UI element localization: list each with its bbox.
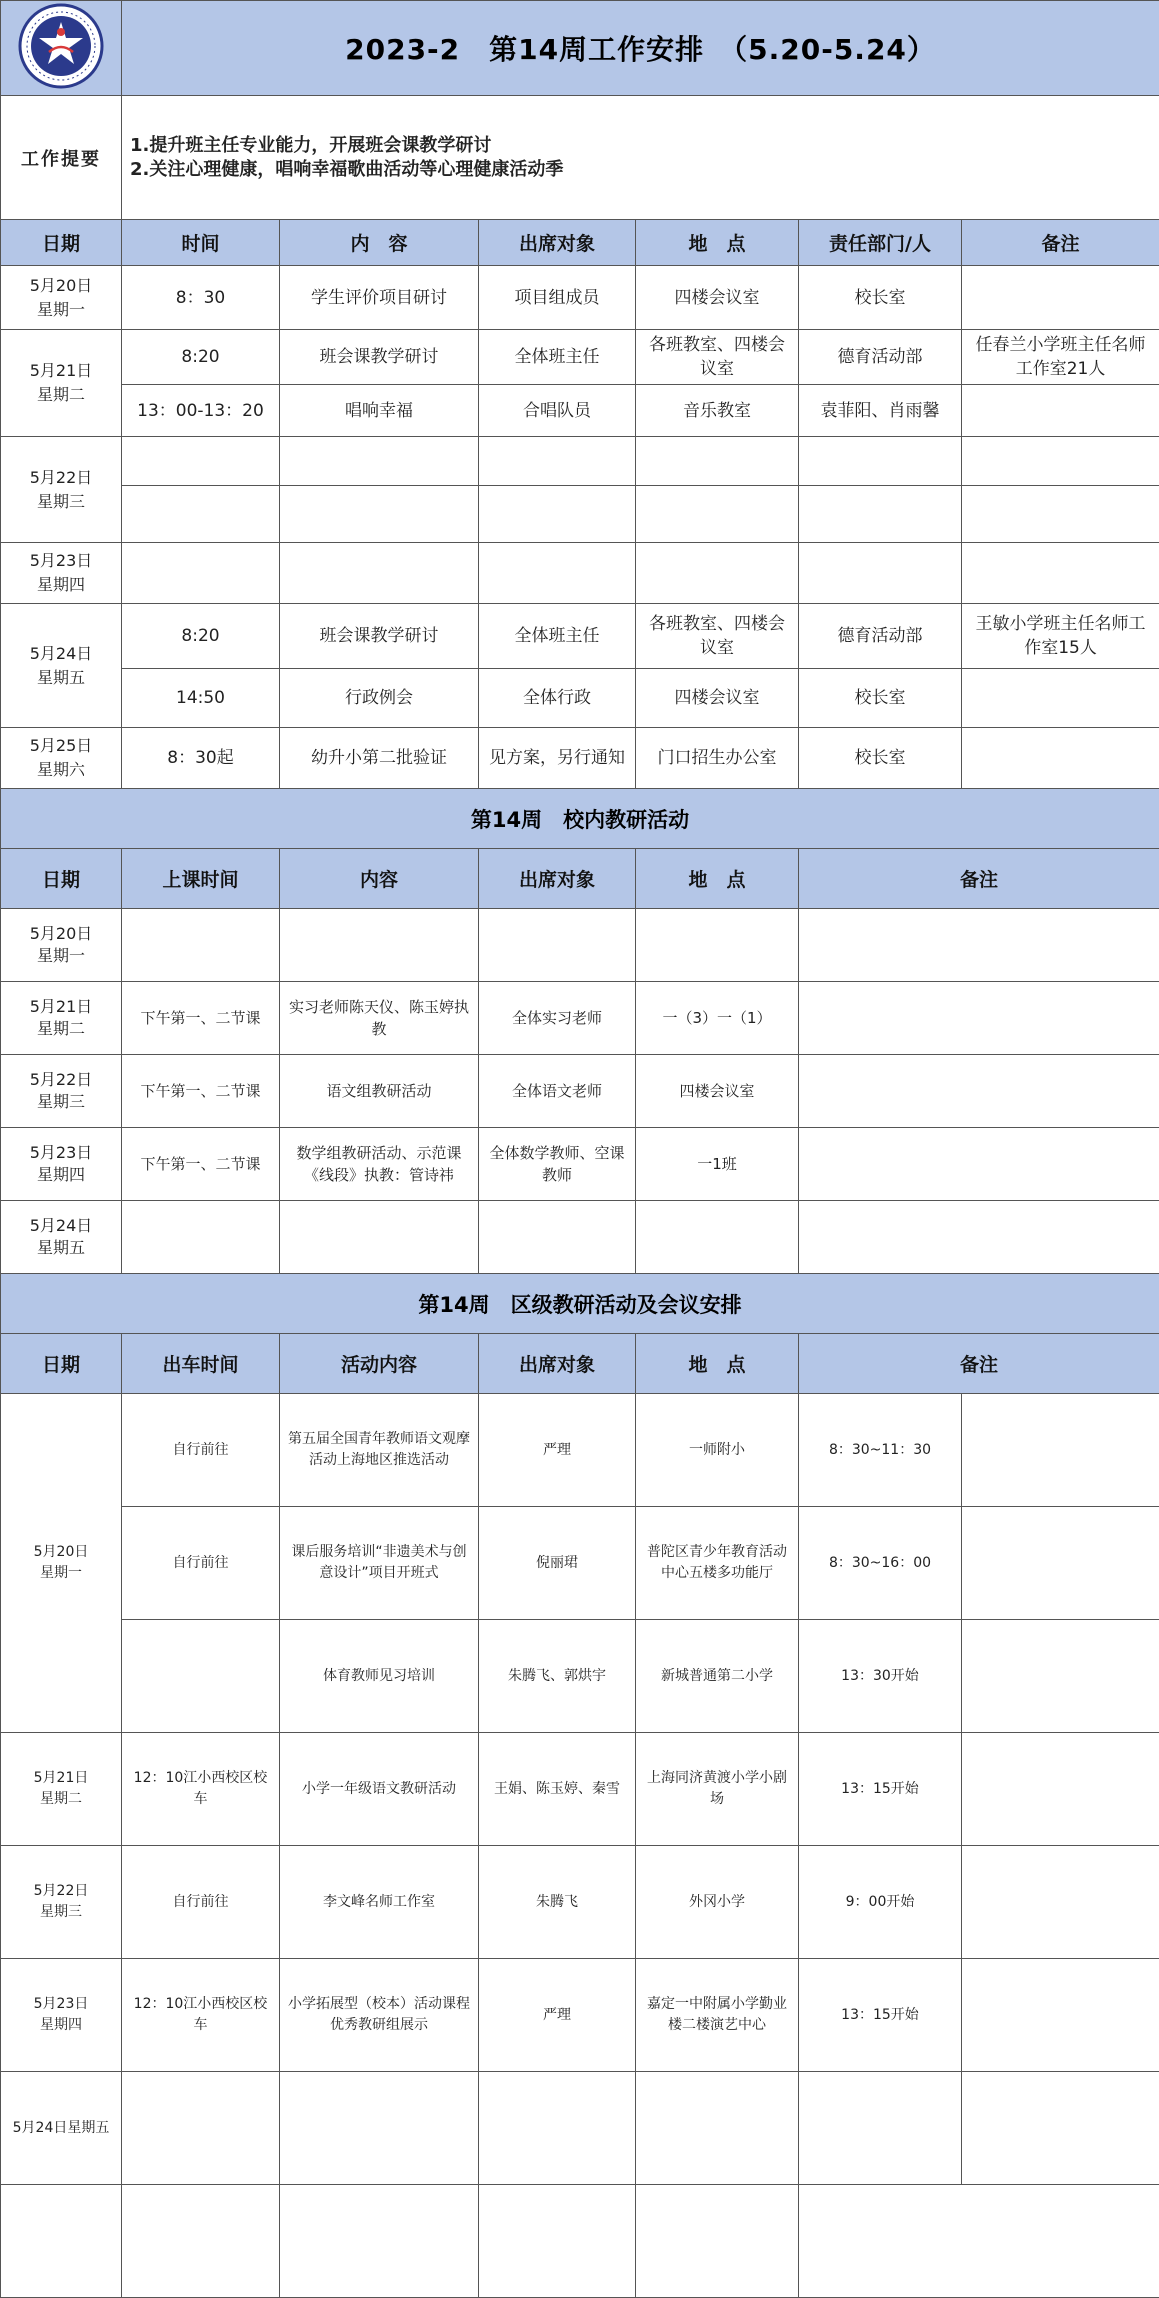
note-cell [962, 385, 1159, 437]
note-cell [799, 982, 1159, 1055]
owner-cell: 校长室 [799, 669, 962, 728]
content-cell: 小学拓展型（校本）活动课程优秀教研组展示 [280, 1959, 479, 2072]
date-text: 5月24日 [29, 1216, 93, 1235]
date-cell [1, 1055, 122, 1128]
location-cell: 四楼会议室 [636, 266, 799, 330]
note-cell [962, 486, 1159, 543]
attendee-cell: 全体班主任 [479, 604, 636, 669]
table-row [1, 669, 1159, 728]
note-cell: 任春兰小学班主任名师工作室21人 [962, 330, 1159, 385]
time-cell: 13：30开始 [799, 1620, 962, 1733]
note-cell [799, 2185, 1159, 2298]
weekday-text: 星期五 [36, 1238, 85, 1257]
date-cell [1, 728, 122, 789]
table-row [1, 1394, 1159, 1507]
date-text: 5月23日 [29, 1143, 93, 1162]
time-cell [122, 1201, 280, 1274]
date-cell [1, 1733, 122, 1846]
table-row [1, 330, 1159, 385]
attendee-cell: 朱腾飞、郭烘宇 [479, 1620, 636, 1733]
attendee-cell [479, 1201, 636, 1274]
date-cell [1, 1959, 122, 2072]
content-cell [280, 486, 479, 543]
weekday-text: 星期五 [36, 667, 85, 687]
location-cell: 门口招生办公室 [636, 728, 799, 789]
column-header: 出席对象 [479, 1334, 636, 1394]
time-cell: 14:50 [122, 669, 280, 728]
table-row [1, 266, 1159, 330]
date-cell [1, 1846, 122, 1959]
school-logo-icon [17, 2, 105, 90]
content-cell [280, 437, 479, 486]
content-cell: 第五届全国青年教师语文观摩活动上海地区推选活动 [280, 1394, 479, 1507]
date-cell [1, 604, 122, 728]
location-cell [636, 543, 799, 604]
note-cell: 王敏小学班主任名师工作室15人 [962, 604, 1159, 669]
logo-cell [1, 1, 122, 96]
attendee-cell: 朱腾飞 [479, 1846, 636, 1959]
table-row [1, 1507, 1159, 1620]
table-row [1, 982, 1159, 1055]
note-cell [962, 1507, 1159, 1620]
school-research-table [0, 788, 1159, 1274]
weekday-text: 星期三 [40, 1904, 82, 1920]
time-cell [122, 486, 280, 543]
date-cell [1, 1394, 122, 1733]
date-cell: 5月24日星期五 [1, 2072, 122, 2185]
attendee-cell: 严理 [479, 1959, 636, 2072]
table-row [1, 385, 1159, 437]
content-cell: 学生评价项目研讨 [280, 266, 479, 330]
table-row [1, 437, 1159, 486]
content-cell: 语文组教研活动 [280, 1055, 479, 1128]
location-cell: 各班教室、四楼会议室 [636, 330, 799, 385]
location-cell [636, 437, 799, 486]
date-text: 5月23日 [29, 551, 93, 570]
attendee-cell [479, 543, 636, 604]
date-cell [1, 266, 122, 330]
date-text: 5月21日 [29, 361, 93, 380]
date-cell [1, 2185, 122, 2298]
date-cell [1, 543, 122, 604]
table-row [1, 1128, 1159, 1201]
weekday-text: 星期一 [40, 1565, 82, 1581]
column-header: 日期 [1, 849, 122, 909]
table-row [1, 909, 1159, 982]
time-cell: 下午第一、二节课 [122, 1055, 280, 1128]
attendee-cell: 全体行政 [479, 669, 636, 728]
table-row [1, 1959, 1159, 2072]
content-cell [280, 1201, 479, 1274]
time-cell: 下午第一、二节课 [122, 1128, 280, 1201]
content-cell: 班会课教学研讨 [280, 604, 479, 669]
attendee-cell: 全体实习老师 [479, 982, 636, 1055]
content-cell: 唱响幸福 [280, 385, 479, 437]
content-cell [280, 543, 479, 604]
table-row [1, 728, 1159, 789]
column-header: 地 点 [636, 1334, 799, 1394]
date-text: 5月24日 [29, 643, 93, 663]
table-row [1, 1055, 1159, 1128]
attendee-cell: 项目组成员 [479, 266, 636, 330]
location-cell: 一1班 [636, 1128, 799, 1201]
column-header: 出席对象 [479, 849, 636, 909]
time-cell: 8：30起 [122, 728, 280, 789]
content-cell: 实习老师陈天仪、陈玉婷执教 [280, 982, 479, 1055]
departure-cell [122, 2072, 280, 2185]
location-cell: 外冈小学 [636, 1846, 799, 1959]
column-header: 备注 [799, 1334, 1159, 1394]
weekly-schedule-table [0, 0, 1159, 789]
summary-label: 工作提要 [1, 96, 122, 220]
owner-cell [799, 437, 962, 486]
time-cell: 下午第一、二节课 [122, 982, 280, 1055]
content-cell: 小学一年级语文教研活动 [280, 1733, 479, 1846]
weekday-text: 星期三 [36, 1092, 85, 1111]
time-cell: 13：00-13：20 [122, 385, 280, 437]
attendee-cell [479, 437, 636, 486]
content-cell [280, 2072, 479, 2185]
departure-cell: 自行前往 [122, 1846, 280, 1959]
column-header: 备注 [962, 220, 1159, 266]
date-cell [1, 982, 122, 1055]
location-cell: 音乐教室 [636, 385, 799, 437]
note-cell [799, 1055, 1159, 1128]
attendee-cell [479, 2072, 636, 2185]
time-cell: 8：30~11：30 [799, 1394, 962, 1507]
column-header: 责任部门/人 [799, 220, 962, 266]
weekday-text: 星期二 [40, 1791, 82, 1807]
departure-cell: 12：10江小西校区校车 [122, 1733, 280, 1846]
location-cell [636, 486, 799, 543]
weekday-text: 星期二 [36, 1019, 85, 1038]
attendee-cell: 严理 [479, 1394, 636, 1507]
content-cell: 班会课教学研讨 [280, 330, 479, 385]
page-title: 2023-2 第14周工作安排 （5.20-5.24） [122, 1, 1159, 96]
time-cell [122, 543, 280, 604]
date-text: 5月21日 [29, 997, 93, 1016]
attendee-cell: 王娟、陈玉婷、秦雪 [479, 1733, 636, 1846]
column-header: 地 点 [636, 220, 799, 266]
time-cell: 8：30 [122, 266, 280, 330]
attendee-cell: 全体语文老师 [479, 1055, 636, 1128]
owner-cell [799, 486, 962, 543]
note-cell [962, 1620, 1159, 1733]
table-row [1, 1201, 1159, 1274]
column-header: 出车时间 [122, 1334, 280, 1394]
time-cell: 13：15开始 [799, 1959, 962, 2072]
note-cell [962, 728, 1159, 789]
column-header: 地 点 [636, 849, 799, 909]
date-text: 5月22日 [29, 1070, 93, 1089]
departure-cell [122, 1620, 280, 1733]
location-cell: 嘉定一中附属小学勤业楼二楼演艺中心 [636, 1959, 799, 2072]
attendee-cell: 倪丽珺 [479, 1507, 636, 1620]
location-cell: 四楼会议室 [636, 669, 799, 728]
attendee-cell [479, 909, 636, 982]
column-header: 时间 [122, 220, 280, 266]
content-cell [280, 909, 479, 982]
time-cell [122, 437, 280, 486]
date-text: 5月21日 [33, 1770, 89, 1786]
owner-cell: 德育活动部 [799, 330, 962, 385]
note-cell [962, 543, 1159, 604]
table-row [1, 543, 1159, 604]
column-header: 日期 [1, 220, 122, 266]
content-cell: 行政例会 [280, 669, 479, 728]
content-cell: 课后服务培训“非遗美术与创意设计”项目开班式 [280, 1507, 479, 1620]
location-cell [636, 909, 799, 982]
date-text: 5月25日 [29, 736, 93, 755]
note-cell [962, 437, 1159, 486]
table-row [1, 1620, 1159, 1733]
weekday-text: 星期三 [36, 491, 85, 511]
departure-cell [122, 2185, 280, 2298]
weekday-text: 星期二 [36, 385, 85, 404]
note-cell [962, 266, 1159, 330]
weekday-text: 星期一 [36, 946, 85, 965]
location-cell: 普陀区青少年教育活动中心五楼多功能厅 [636, 1507, 799, 1620]
column-header: 备注 [799, 849, 1159, 909]
section-title: 第14周 区级教研活动及会议安排 [1, 1274, 1159, 1334]
note-cell [962, 669, 1159, 728]
owner-cell: 袁菲阳、肖雨馨 [799, 385, 962, 437]
date-text: 5月20日 [29, 275, 93, 295]
column-header: 出席对象 [479, 220, 636, 266]
weekday-text: 星期一 [36, 299, 85, 319]
content-cell: 幼升小第二批验证 [280, 728, 479, 789]
attendee-cell: 全体班主任 [479, 330, 636, 385]
location-cell: 一（3）一（1） [636, 982, 799, 1055]
date-cell [1, 909, 122, 982]
time-cell: 8:20 [122, 330, 280, 385]
table-row [1, 2185, 1159, 2298]
attendee-cell: 见方案，另行通知 [479, 728, 636, 789]
note-cell [962, 1394, 1159, 1507]
owner-cell [799, 543, 962, 604]
note-cell [799, 1201, 1159, 1274]
location-cell: 四楼会议室 [636, 1055, 799, 1128]
attendee-cell: 合唱队员 [479, 385, 636, 437]
departure-cell: 自行前往 [122, 1394, 280, 1507]
location-cell [636, 2072, 799, 2185]
note-cell [962, 1959, 1159, 2072]
table-row [1, 1846, 1159, 1959]
weekday-text: 星期四 [40, 2017, 82, 2033]
column-header: 活动内容 [280, 1334, 479, 1394]
time-cell [799, 2072, 962, 2185]
table-row [1, 2072, 1159, 2185]
content-cell: 体育教师见习培训 [280, 1620, 479, 1733]
district-research-table [0, 1273, 1159, 2298]
location-cell [636, 1201, 799, 1274]
weekday-text: 星期六 [36, 760, 85, 779]
date-cell [1, 437, 122, 543]
date-cell [1, 330, 122, 437]
date-text: 5月20日 [33, 1544, 89, 1560]
time-cell: 13：15开始 [799, 1733, 962, 1846]
location-cell [636, 2185, 799, 2298]
time-cell [122, 909, 280, 982]
note-cell [799, 909, 1159, 982]
note-cell [962, 1733, 1159, 1846]
weekday-text: 星期四 [36, 575, 85, 594]
table-row [1, 1733, 1159, 1846]
table-row [1, 486, 1159, 543]
time-cell: 8：30~16：00 [799, 1507, 962, 1620]
note-cell [962, 1846, 1159, 1959]
attendee-cell: 全体数学教师、空课教师 [479, 1128, 636, 1201]
column-header: 日期 [1, 1334, 122, 1394]
date-text: 5月22日 [33, 1883, 89, 1899]
content-cell [280, 2185, 479, 2298]
content-cell: 数学组教研活动、示范课《线段》执教：管诗祎 [280, 1128, 479, 1201]
summary-text [122, 96, 1159, 220]
column-header: 内 容 [280, 220, 479, 266]
table-row [1, 604, 1159, 669]
note-cell [799, 1128, 1159, 1201]
attendee-cell [479, 486, 636, 543]
date-cell [1, 1128, 122, 1201]
attendee-cell [479, 2185, 636, 2298]
summary-line: 1.提升班主任专业能力，开展班会课教学研讨 [130, 134, 492, 156]
column-header: 内容 [280, 849, 479, 909]
weekday-text: 星期四 [36, 1165, 85, 1184]
time-cell: 9：00开始 [799, 1846, 962, 1959]
owner-cell: 校长室 [799, 728, 962, 789]
owner-cell: 德育活动部 [799, 604, 962, 669]
location-cell: 一师附小 [636, 1394, 799, 1507]
date-text: 5月23日 [33, 1996, 89, 2012]
location-cell: 各班教室、四楼会议室 [636, 604, 799, 669]
summary-line: 2.关注心理健康，唱响幸福歌曲活动等心理健康活动季 [130, 158, 564, 180]
content-cell: 李文峰名师工作室 [280, 1846, 479, 1959]
location-cell: 新城普通第二小学 [636, 1620, 799, 1733]
date-cell [1, 1201, 122, 1274]
location-cell: 上海同济黄渡小学小剧场 [636, 1733, 799, 1846]
date-text: 5月22日 [29, 467, 93, 487]
column-header: 上课时间 [122, 849, 280, 909]
date-text: 5月20日 [29, 924, 93, 943]
time-cell: 8:20 [122, 604, 280, 669]
departure-cell: 自行前往 [122, 1507, 280, 1620]
departure-cell: 12：10江小西校区校车 [122, 1959, 280, 2072]
note-cell [962, 2072, 1159, 2185]
owner-cell: 校长室 [799, 266, 962, 330]
section-title: 第14周 校内教研活动 [1, 789, 1159, 849]
